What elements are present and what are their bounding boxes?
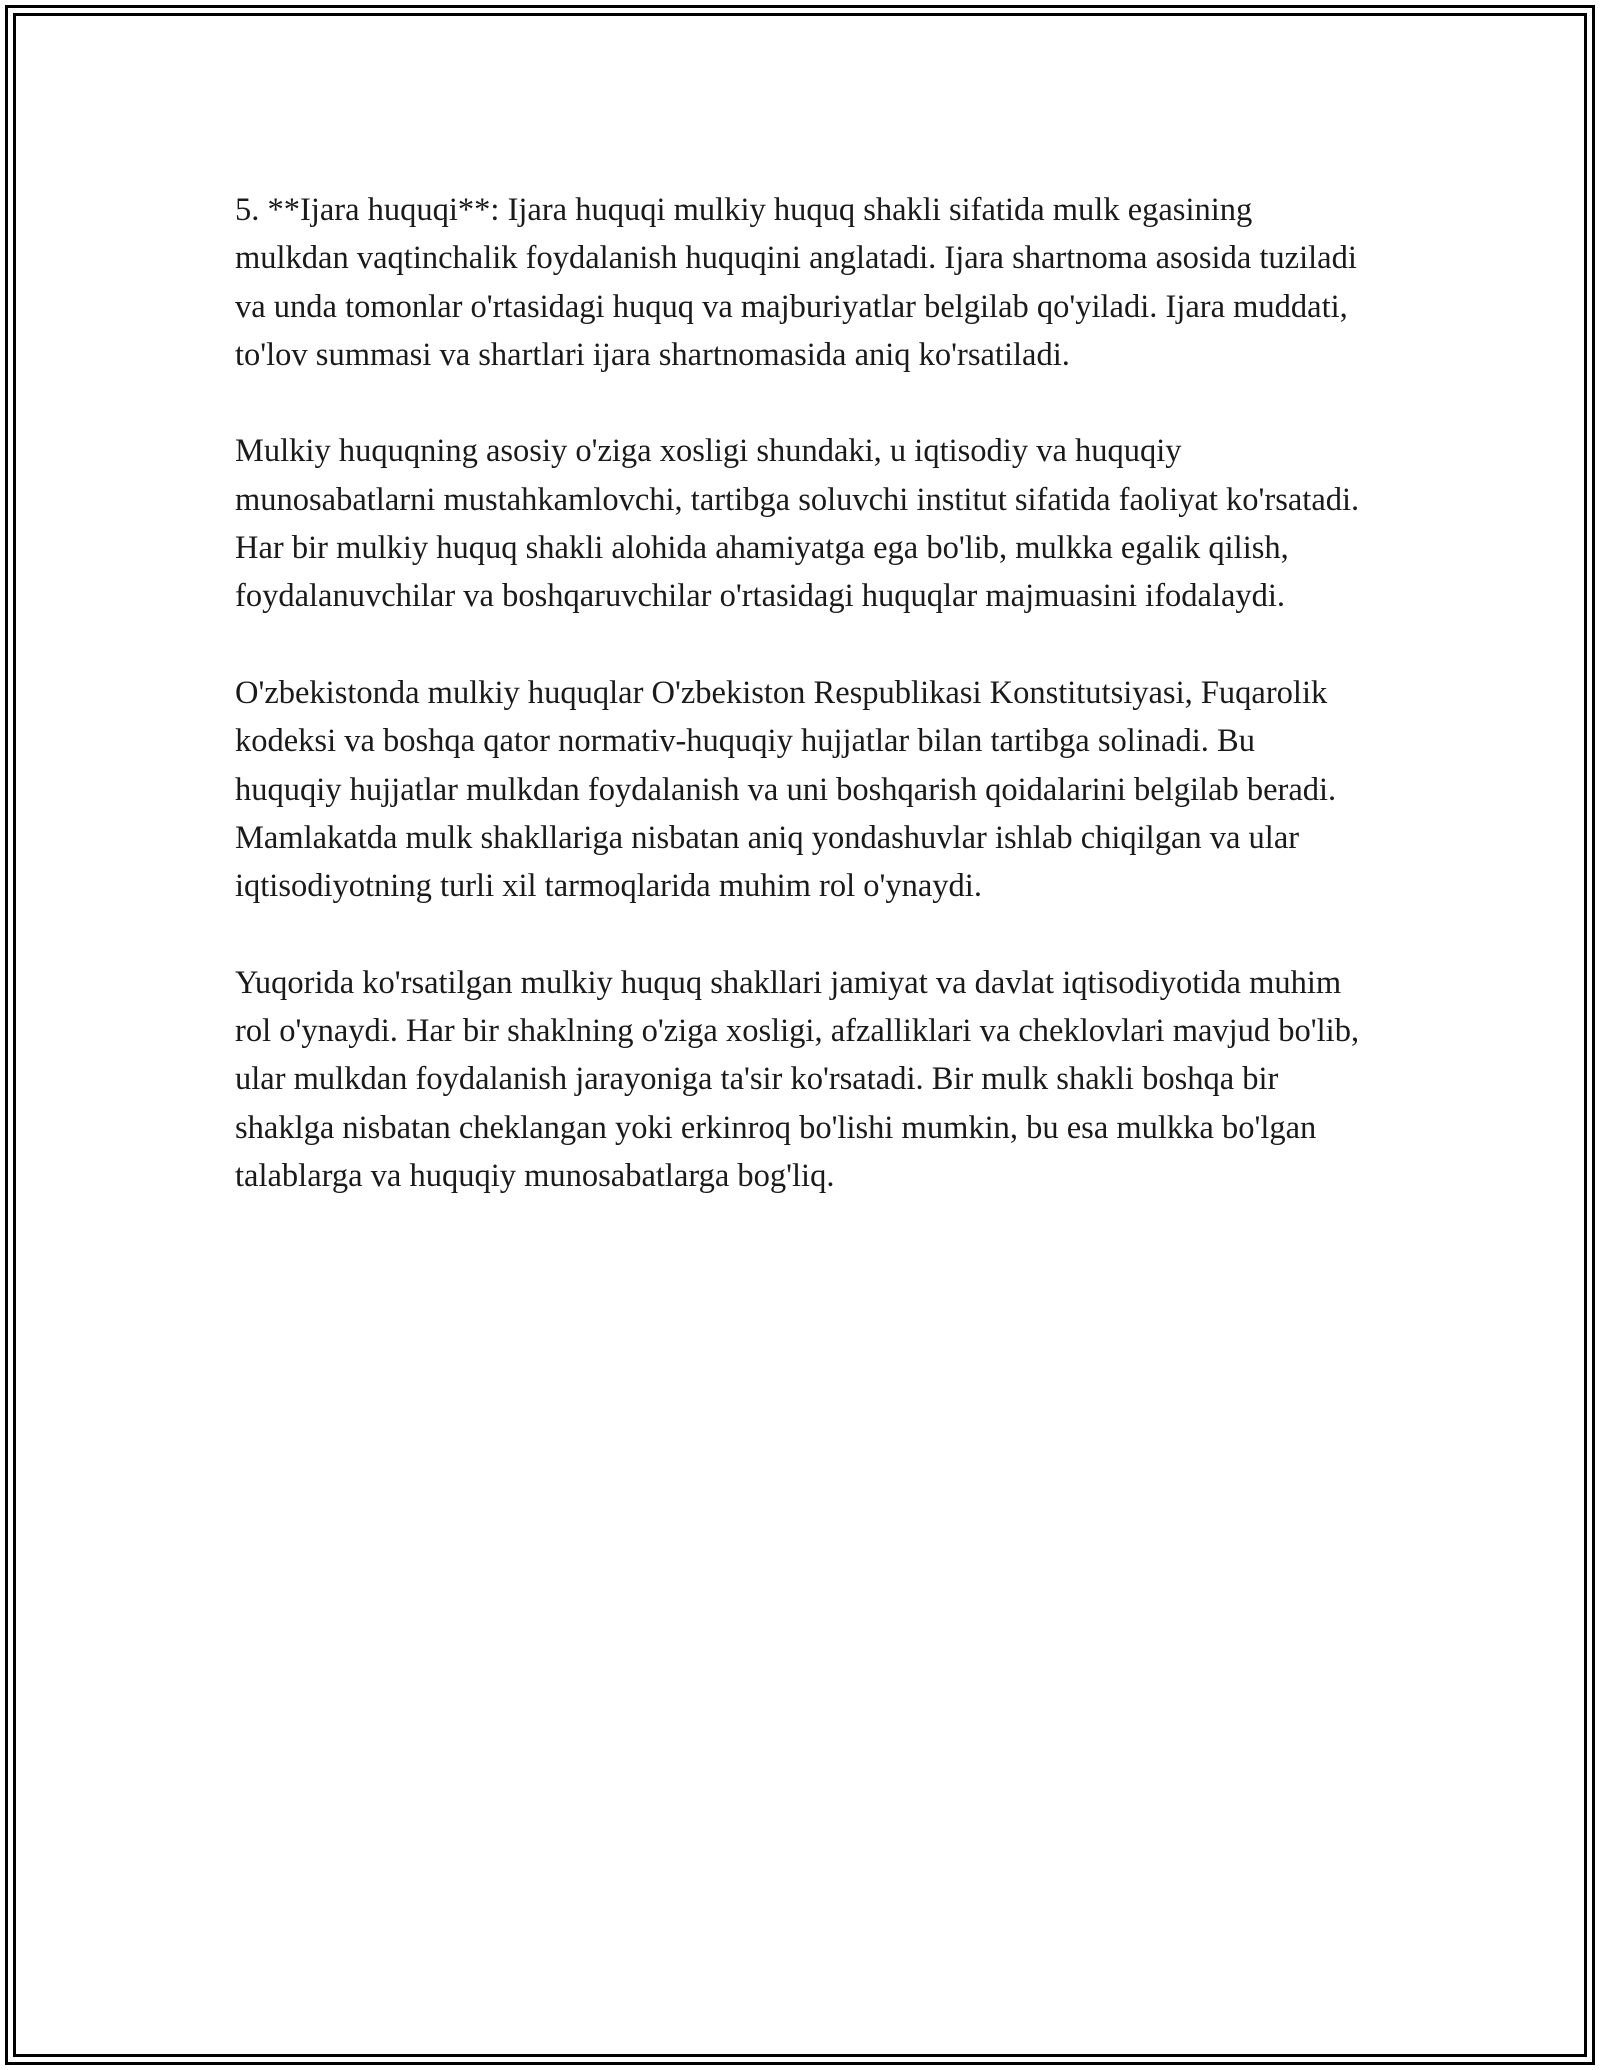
paragraph-mulkiy-huquq-shakllari: Yuqorida ko'rsatilgan mulkiy huquq shakllari jamiyat va davlat iqtisodiyotida muhim rol o'ynaydi. Har bir shaklning o'ziga xosligi, afzalliklari va cheklovlari mavjud bo'lib, ular mulkdan foydalanish jarayoniga ta'sir ko'rsatadi. Bir mulk shakli boshqa bir shaklga nisbatan cheklangan yoki erkinroq bo'lishi mumkin, bu esa mulkka bo'lgan talablarga va huquqiy munosabatlarga bog'liq. (235, 964, 1360, 1194)
document-body (235, 186, 1365, 1249)
paragraph-ijara-huquqi: 5. **Ijara huquqi**: Ijara huquqi mulkiy huquq shakli sifatida mulk egasining mulkdan vaqtinchalik foydalanish huquqini anglatadi. Ijara shartnoma asosida tuziladi va unda tomonlar o'rtasidagi huquq va majburiyatlar belgilab qo'yiladi. Ijara muddati, to'lov summasi va shartlari ijara shartnomasida aniq ko'rsatiladi. (235, 192, 1357, 373)
paragraph-mulkiy-huquq-xosligi: Mulkiy huquqning asosiy o'ziga xosligi shundaki, u iqtisodiy va huquqiy munosabatlarni mustahkamlovchi, tartibga soluvchi institut sifatida faoliyat ko'rsatadi. Har bir mulkiy huquq shakli alohida ahamiyatga ega bo'lib, mulkka egalik qilish, foydalanuvchilar va boshqaruvchilar o'rtasidagi huquqlar majmuasini ifodalaydi. (235, 433, 1360, 615)
paragraph-ozbekistonda-mulkiy-huquqlar: O'zbekistonda mulkiy huquqlar O'zbekiston Respublikasi Konstitutsiyasi, Fuqarolik kodeksi va boshqa qator normativ-huquqiy hujjatlar bilan tartibga solinadi. Bu huquqiy hujjatlar mulkdan foydalanish va uni boshqarish qoidalarini belgilab beradi. Mamlakatda mulk shakllariga nisbatan aniq yondashuvlar ishlab chiqilgan va ular iqtisodiyotning turli xil tarmoqlarida muhim rol o'ynaydi. (235, 674, 1337, 905)
